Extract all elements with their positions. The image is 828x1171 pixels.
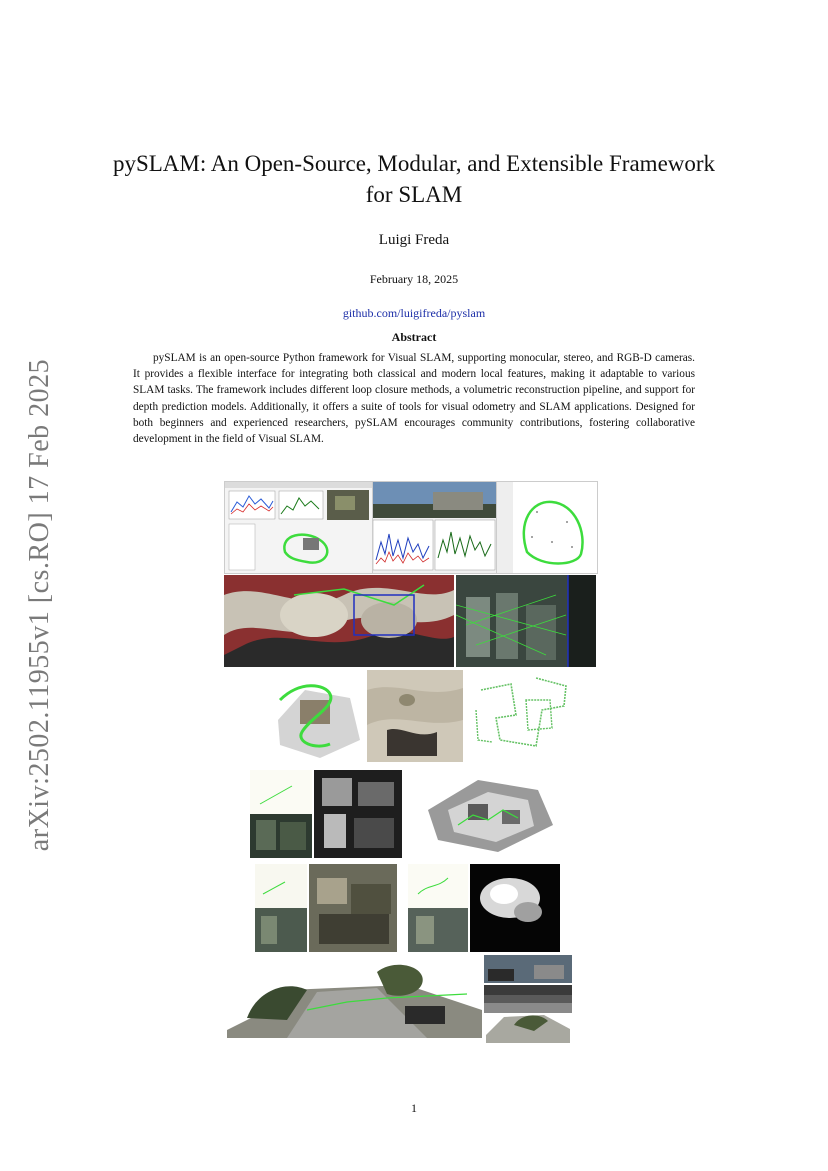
abstract-heading: Abstract [391, 330, 437, 344]
author-name: Luigi Freda [378, 232, 450, 248]
paper-title: pySLAM: An Open-Source, Modular, and Extensible Framework for SLAM [112, 151, 716, 207]
abstract-text: pySLAM is an open-source Python framework for Visual SLAM, supporting monocular, stereo, and RGB-D cameras. It provides a flexible interface for integrating both classical and modern local features, making it adaptable to various SLAM tasks. The framework includes different loop closure methods, a volumetric reconstruction pipeline, and support for depth prediction models. Additionally, it offers a suite of tools for visual odometry and SLAM applications. Designed for both beginners and experienced researchers, pySLAM encourages community contributions, fostering collaborative development in the field of Visual SLAM. [133, 352, 695, 446]
depth-prediction-left [255, 864, 397, 952]
rgbd-views-left [250, 770, 402, 858]
arxiv-side-stamp: arXiv:2502.11955v1 [cs.RO] 17 Feb 2025 [24, 358, 55, 852]
indoor-features-frame [456, 575, 596, 667]
dense-reconstruction-room [418, 770, 560, 858]
gui-screenshot-plots [224, 481, 373, 574]
street-dense-reconstruction [227, 960, 482, 1038]
loop-trajectory-view [496, 481, 598, 574]
page-number: 1 [411, 1101, 417, 1115]
github-link[interactable]: github.com/luigifreda/pyslam [342, 306, 486, 320]
street-frame-and-plots [372, 481, 497, 574]
graffiti-wall-frame [224, 575, 454, 667]
street-depth-stack [484, 955, 572, 1045]
point-cloud-floor-detail [367, 670, 463, 762]
sparse-map-topview [466, 670, 576, 762]
paper-date: February 18, 2025 [369, 272, 459, 286]
point-cloud-room-green-path [270, 670, 367, 762]
depth-prediction-right [408, 864, 560, 952]
